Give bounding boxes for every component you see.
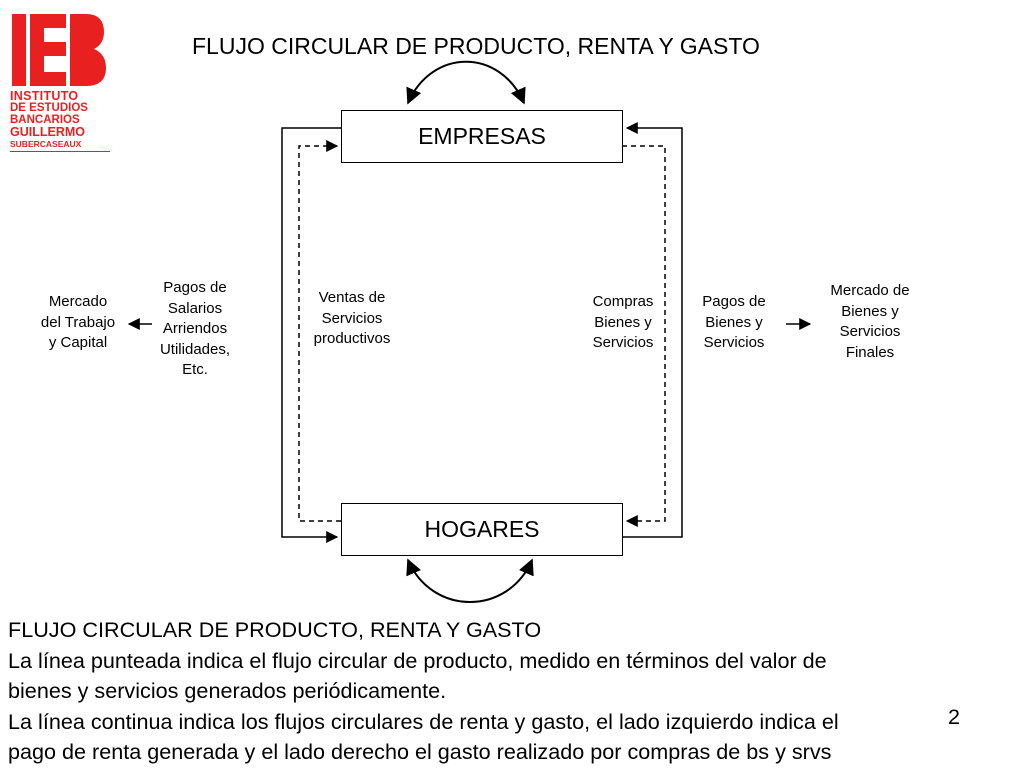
label-line: Pagos de [163, 279, 227, 296]
final-goods-market-label [830, 281, 909, 363]
goods-purchases-label [593, 292, 654, 354]
label-line: y Capital [48, 334, 108, 351]
empresas-box [341, 110, 623, 163]
logo-line-3: BANCARIOS [10, 114, 80, 126]
explanation-caption [8, 615, 1018, 768]
empresas-label: EMPRESAS [418, 123, 546, 149]
salary-payments-label [160, 278, 230, 381]
label-line: Mercado de [830, 282, 910, 299]
hogares-label: HOGARES [424, 516, 540, 542]
label-line: Salarios [167, 299, 223, 317]
empresas-self-loop-arrow [408, 62, 524, 103]
hogares-box [341, 503, 623, 556]
caption-line: pago de renta generada y el lado derecho el gasto realizado por compras de bs y srvs [8, 739, 832, 764]
label-line: Finales [845, 343, 895, 361]
label-line: Ventas de [318, 289, 386, 306]
logo-line-2: DE ESTUDIOS [10, 102, 88, 114]
label-line: Servicios [839, 323, 901, 340]
label-line: Mercado [48, 293, 108, 310]
logo-line-5: SUBERCASEAUX [10, 138, 110, 152]
label-line: Servicios [592, 334, 654, 351]
label-line: Etc. [182, 361, 208, 378]
label-line: Compras [592, 293, 654, 310]
goods-payments-label [702, 292, 765, 354]
label-line: Utilidades, [159, 340, 231, 358]
services-sales-label [314, 288, 391, 350]
labor-market-label [41, 292, 115, 354]
label-line: del Trabajo [40, 313, 116, 331]
label-line: productivos [313, 330, 391, 347]
caption-line: La línea continua indica los flujos circulares de renta y gasto, el lado izquierdo indica el [8, 708, 839, 734]
caption-heading: FLUJO CIRCULAR DE PRODUCTO, RENTA Y GASTO [8, 617, 542, 642]
logo-line-4: GUILLERMO [10, 125, 85, 139]
caption-line: bienes y servicios generados periódicamente. [8, 678, 447, 703]
page-title: FLUJO CIRCULAR DE PRODUCTO, RENTA Y GASTO [192, 33, 760, 59]
label-line: Pagos de [702, 293, 766, 310]
logo-line-1: INSTITUTO [10, 89, 79, 103]
label-line: Arriendos [162, 320, 228, 337]
page-number: 2 [948, 704, 961, 729]
label-line: Servicios [321, 309, 383, 327]
label-line: Bienes y [705, 313, 763, 331]
caption-line: La línea punteada indica el flujo circular de producto, medido en términos del valor de [8, 647, 827, 673]
hogares-self-loop-arrow [408, 560, 532, 602]
label-line: Bienes y [594, 313, 652, 331]
label-line: Servicios [703, 334, 765, 351]
label-line: Bienes y [841, 302, 899, 320]
